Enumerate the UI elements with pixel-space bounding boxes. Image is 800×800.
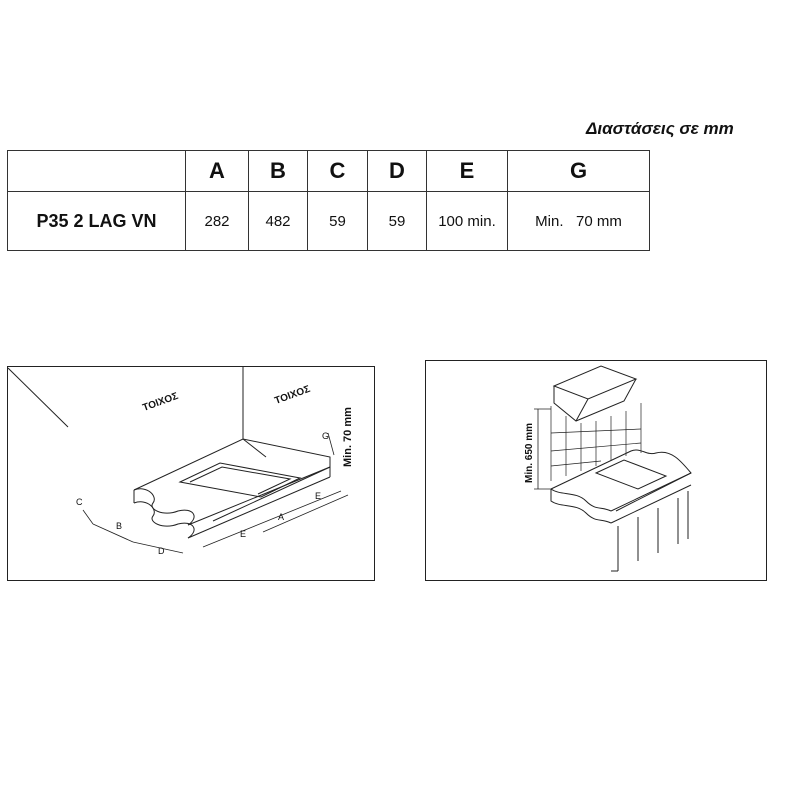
units-caption: Διαστάσεις σε mm [586, 119, 734, 138]
dimensions-table [7, 150, 650, 251]
hood-top [554, 366, 636, 399]
table-row [8, 192, 650, 251]
model-name: P35 2 LAG VN [8, 192, 186, 251]
value-b: 482 [249, 192, 308, 251]
countertop-front-bottom [611, 485, 691, 523]
min-height-label: Min. 70 mm [342, 407, 354, 467]
wall-tiles [551, 403, 641, 481]
header-a: A [186, 151, 249, 192]
dim-label-g: G [322, 431, 330, 441]
countertop-top [551, 450, 691, 511]
dim-label-e-front: E [240, 529, 247, 539]
hob-outline [180, 463, 300, 497]
hood-body [554, 379, 636, 421]
installation-diagram-right-drawing [426, 361, 766, 580]
dim-label-b: B [116, 521, 123, 531]
countertop-front-edge [611, 473, 691, 511]
header-empty [8, 151, 186, 192]
countertop-wavy-front [551, 489, 611, 511]
header-b: B [249, 151, 308, 192]
countertop-top [134, 439, 330, 521]
value-c: 59 [308, 192, 368, 251]
dim-label-a: A [278, 512, 285, 522]
countertop-front-bottom [188, 477, 330, 538]
dim-label-c: C [76, 497, 83, 507]
installation-diagram-right [425, 360, 767, 581]
value-a: 282 [186, 192, 249, 251]
table-header-row [8, 151, 650, 192]
wall-label-side: ΤΟΙΧΟΣ [273, 383, 312, 407]
wall-label-back: ΤΟΙΧΟΣ [141, 390, 180, 414]
value-d: 59 [368, 192, 427, 251]
value-e: 100 min. [427, 192, 508, 251]
installation-diagram-left-drawing [8, 367, 374, 580]
hood-front-edge [576, 399, 588, 421]
min-height-label: Min. 650 mm [524, 422, 535, 483]
countertop-thickness [551, 489, 611, 523]
dim-label-e-side: E [315, 491, 322, 501]
dim-c-line [83, 510, 93, 524]
dim-label-d: D [158, 546, 165, 556]
countertop-front-edge [188, 467, 330, 525]
countertop-wavy-edge [134, 489, 194, 525]
header-g: G [508, 151, 650, 192]
header-e: E [427, 151, 508, 192]
header-d: D [368, 151, 427, 192]
header-c: C [308, 151, 368, 192]
countertop-thickness [134, 490, 194, 538]
value-g: Min. 70 mm [508, 192, 650, 251]
wall-edge-left [8, 368, 68, 427]
hob-outline [596, 460, 666, 489]
installation-diagram-left [7, 366, 375, 581]
dim-b-line [93, 524, 133, 542]
